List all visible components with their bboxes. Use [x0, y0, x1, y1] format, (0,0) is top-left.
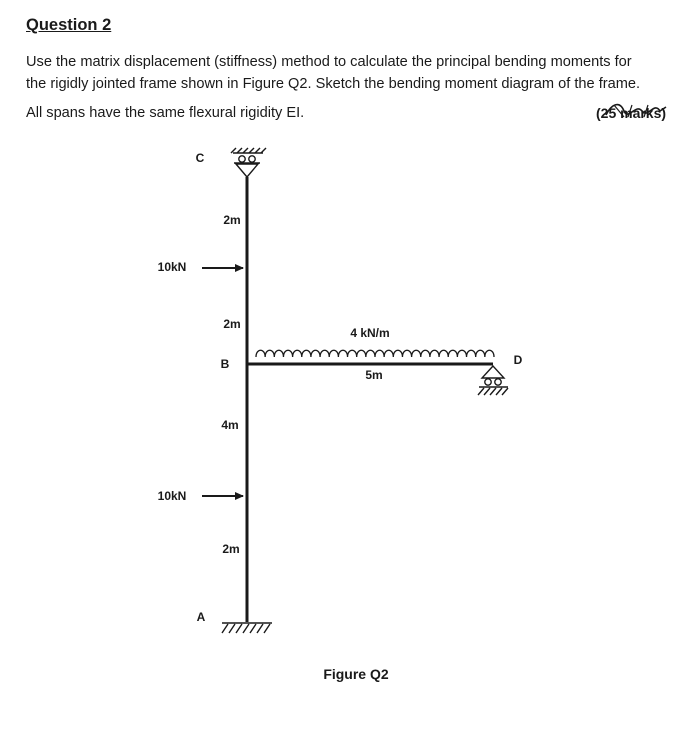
dimension-load-to-a: 2m — [222, 542, 240, 556]
dimension-c-to-load: 2m — [223, 213, 241, 227]
question-heading: Question 2 — [26, 16, 112, 34]
distributed-load — [256, 350, 494, 357]
question-text-line-1: Use the matrix displacement (stiffness) method to calculate the principal bending moments for — [26, 54, 632, 70]
roller-support-c — [231, 148, 266, 177]
roller-support-d — [478, 366, 508, 395]
flexural-rigidity-note: All spans have the same flexural rigidity EI. — [26, 105, 305, 121]
udl-label: 4 kN/m — [350, 326, 390, 340]
node-label-c: C — [195, 151, 205, 165]
fixed-support-a — [222, 623, 272, 633]
dimension-b-to-load: 4m — [221, 418, 239, 432]
point-load-label-lower: 10kN — [157, 489, 187, 503]
dimension-beam-span: 5m — [365, 368, 383, 382]
point-load-label-upper: 10kN — [157, 260, 187, 274]
node-label-b: B — [220, 357, 230, 371]
node-label-d: D — [513, 353, 523, 367]
node-label-a: A — [196, 610, 206, 624]
figure-caption: Figure Q2 — [323, 666, 389, 682]
marks-allocation: (25 marks) — [596, 105, 667, 121]
question-text-line-2: the rigidly jointed frame shown in Figure Q2. Sketch the bending moment diagram of the frame. — [26, 76, 641, 92]
dimension-load-to-b: 2m — [223, 317, 241, 331]
